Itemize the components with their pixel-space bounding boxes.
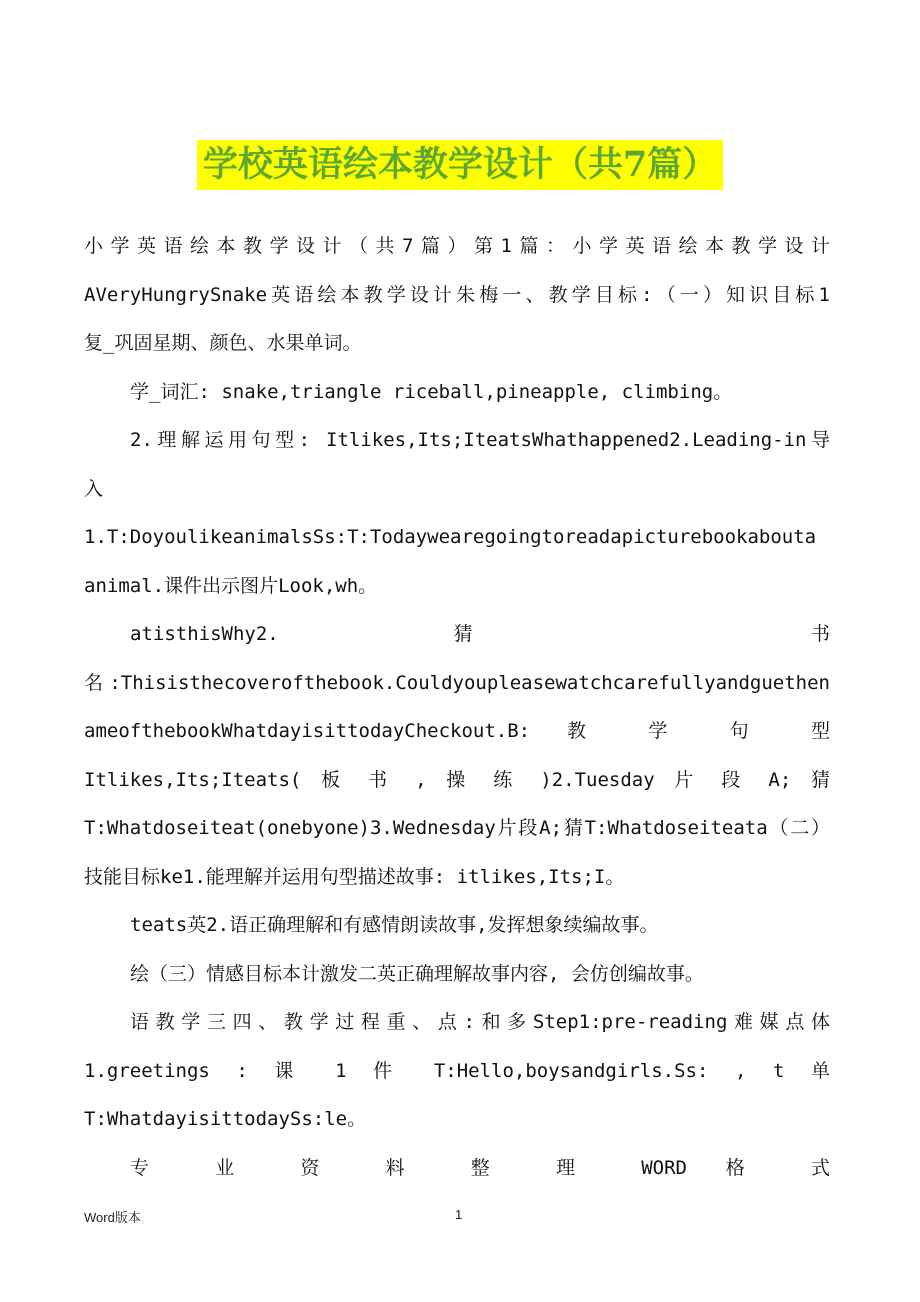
body-line: AVeryHungrySnake英语绘本教学设计朱梅一、教学目标:（一）知识目标1 bbox=[84, 283, 830, 306]
body-line: ameofthebookWhatdayisittodayCheckout.B: 教 学 句 型 bbox=[84, 720, 830, 742]
body-line: 学_词汇: snake,triangle riceball,pineapple, climbing。 bbox=[130, 380, 733, 403]
body-line: 技能目标ke1.能理解并运用句型描述故事: itlikes,Its;I。 bbox=[84, 865, 625, 888]
body-line: animal.课件出示图片Look,wh。 bbox=[84, 574, 378, 597]
page-number: 1 bbox=[455, 1207, 463, 1222]
body-line: T:WhatdayisittodaySs:le。 bbox=[84, 1108, 367, 1130]
body-line: 复_巩固星期、颜色、水果单词。 bbox=[84, 332, 362, 354]
body-line: atisthisWhy2. 猜 书 bbox=[130, 623, 830, 645]
body-line: 2.理解运用句型: Itlikes,Its;IteatsWhathappened2.Leading-in导 bbox=[130, 429, 830, 451]
document-body bbox=[84, 222, 830, 1192]
body-line: 1.T:DoyoulikeanimalsSs:T:Todaywearegoingtoreadapicturebookabouta bbox=[84, 526, 817, 548]
body-line: 1.greetings : 课 1 件 T:Hello,boysandgirls.Ss: , t 单 bbox=[84, 1059, 830, 1082]
body-line: Itlikes,Its;Iteats( 板 书 , 操 练 )2.Tuesday 片 段 A; 猜 bbox=[84, 768, 830, 791]
body-line: T:Whatdoseiteat(onebyone)3.Wednesday片段A;猜T:Whatdoseiteata（二） bbox=[84, 817, 830, 839]
body-line: 名:Thisisthecoverofthebook.Couldyoupleasewatchcarefullyandguethen bbox=[84, 671, 830, 694]
body-line: 专 业 资 料 整 理 WORD 格 式 bbox=[130, 1156, 830, 1179]
body-line: 小学英语绘本教学设计（共7篇）第1篇：小学英语绘本教学设计 bbox=[84, 235, 830, 257]
title-container bbox=[0, 140, 920, 190]
body-line: teats英2.语正确理解和有感情朗读故事,发挥想象续编故事。 bbox=[130, 914, 659, 936]
document-title: 学校英语绘本教学设计（共7篇） bbox=[197, 140, 723, 190]
body-line: 语教学三四、教学过程重、点:和多Step1:pre-reading难媒点体 bbox=[130, 1011, 830, 1033]
body-line: 绘（三）情感目标本计激发二英正确理解故事内容, 会仿创编故事。 bbox=[130, 962, 704, 985]
body-line: 入 bbox=[84, 477, 104, 500]
footer-label: Word版本 bbox=[84, 1210, 141, 1225]
